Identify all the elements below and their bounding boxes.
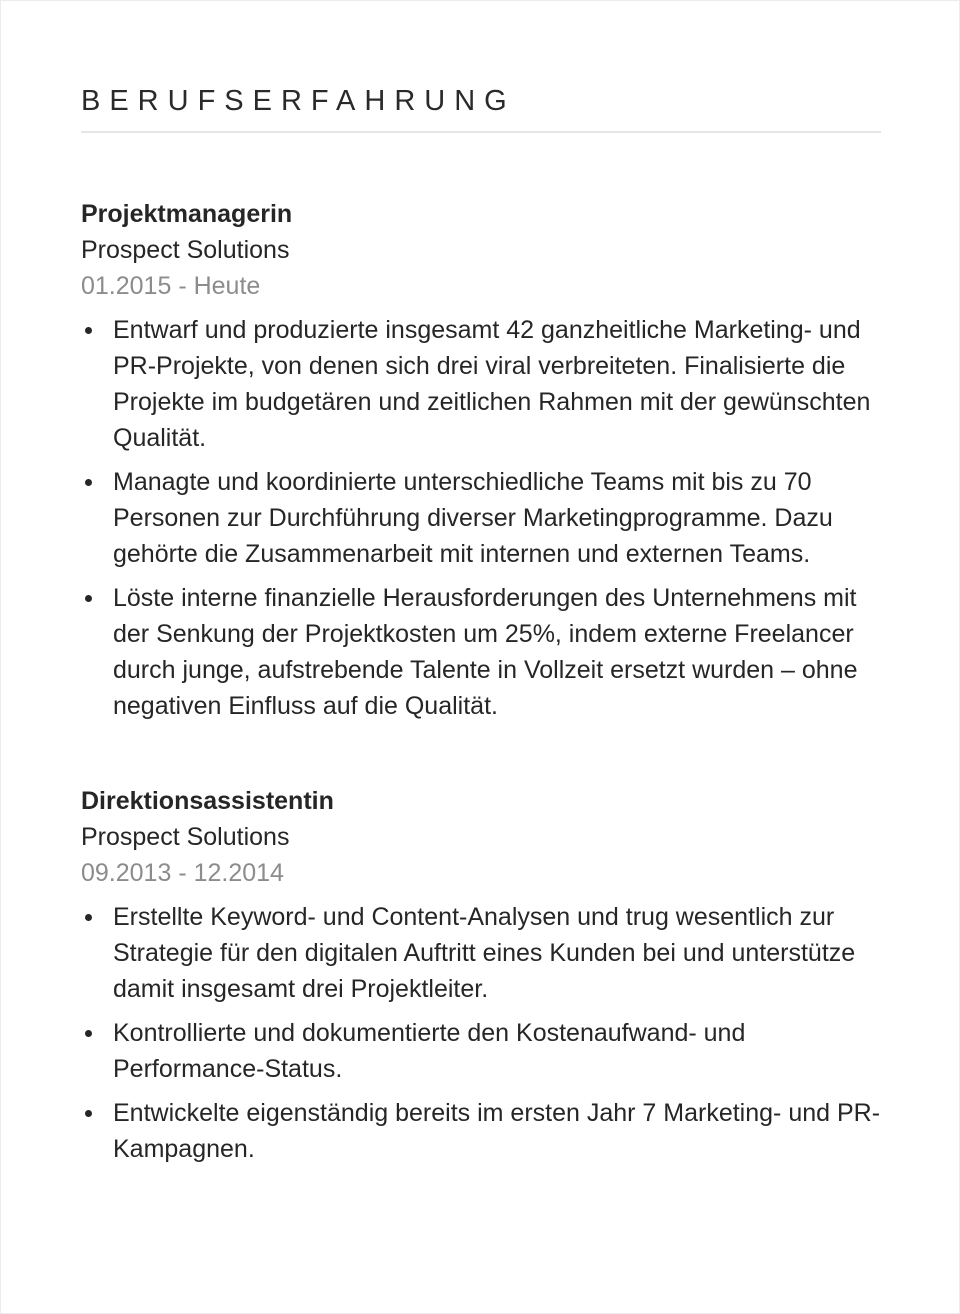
job-company: Prospect Solutions [81, 823, 290, 851]
job-bullet-list [81, 899, 881, 1167]
job-company: Prospect Solutions [81, 236, 290, 264]
section-divider [81, 131, 881, 133]
job-bullet: Löste interne finanzielle Herausforderungen des Unternehmens mit der Senkung der Projektkosten um 25%, indem externe Freelancer durch junge, aufstrebende Talente in Vollzeit ersetzt wurden – ohne negativen Einfluss auf die Qualität. [81, 580, 881, 724]
job-bullet: Erstellte Keyword- und Content-Analysen und trug wesentlich zur Strategie für den digitalen Auftritt eines Kunden bei und unterstütze damit insgesamt drei Projektleiter. [81, 899, 881, 1007]
job-entry-projektmanagerin [81, 196, 881, 724]
job-bullet: Entwarf und produzierte insgesamt 42 ganzheitliche Marketing- und PR-Projekte, von denen sich drei viral verbreiteten. Finalisierte die Projekte im budgetären und zeitlichen Rahmen mit der gewünschten Qualität. [81, 312, 881, 456]
job-dates: 09.2013 - 12.2014 [81, 859, 284, 887]
job-bullet: Managte und koordinierte unterschiedliche Teams mit bis zu 70 Personen zur Durchführung diverser Marketingprogramme. Dazu gehörte die Zusammenarbeit mit internen und externen Teams. [81, 464, 881, 572]
job-bullet: Entwickelte eigenständig bereits im ersten Jahr 7 Marketing- und PR-Kampagnen. [81, 1095, 881, 1167]
job-entry-direktionsassistentin [81, 783, 881, 1167]
job-bullet: Kontrollierte und dokumentierte den Kostenaufwand- und Performance-Status. [81, 1015, 881, 1087]
job-dates: 01.2015 - Heute [81, 272, 261, 300]
job-title: Projektmanagerin [81, 200, 293, 228]
section-title: BERUFSERFAHRUNG [81, 85, 516, 117]
job-bullet-list [81, 312, 881, 724]
experience-section [81, 85, 881, 1175]
job-title: Direktionsassistentin [81, 787, 334, 815]
